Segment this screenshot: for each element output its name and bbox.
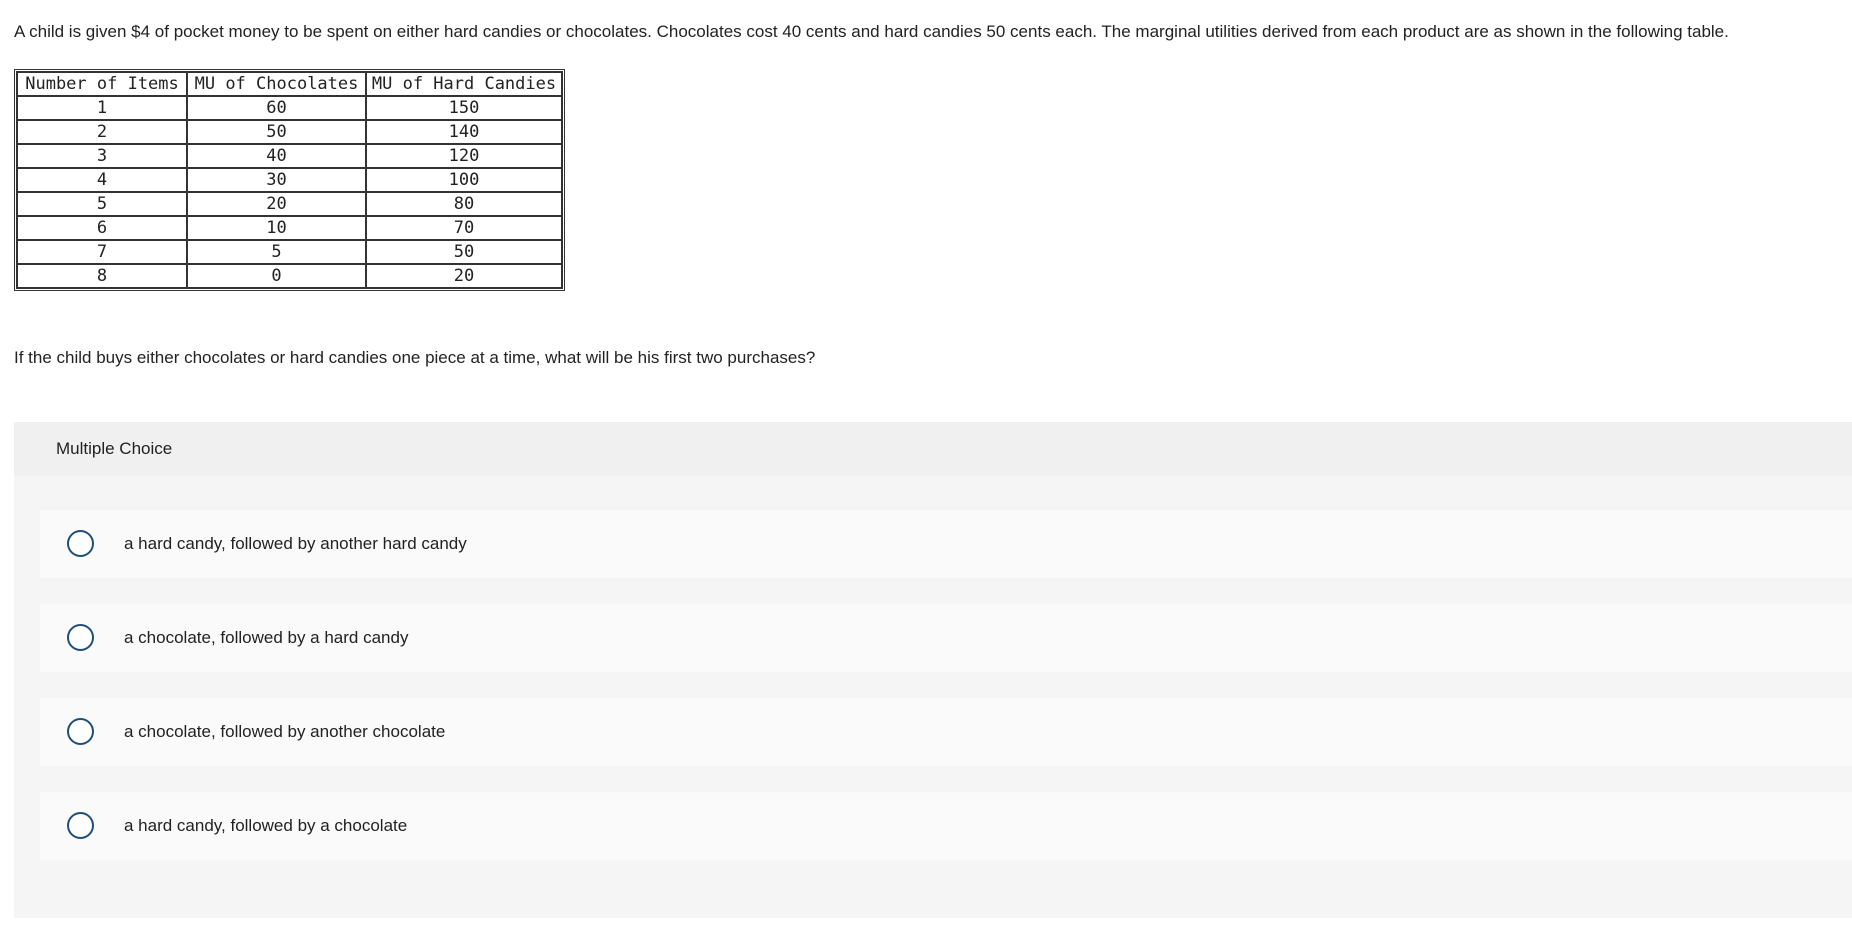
table-header-row: [17, 72, 562, 96]
table-row: [17, 264, 562, 288]
table-row: [17, 216, 562, 240]
cell-mu-hard-candies: 150: [366, 96, 562, 120]
cell-mu-chocolates: 30: [187, 168, 366, 192]
cell-mu-hard-candies: 50: [366, 240, 562, 264]
cell-mu-hard-candies: 120: [366, 144, 562, 168]
radio-button-icon[interactable]: [67, 812, 94, 839]
cell-mu-hard-candies: 20: [366, 264, 562, 288]
table-row: [17, 240, 562, 264]
cell-mu-hard-candies: 80: [366, 192, 562, 216]
multiple-choice-header: Multiple Choice: [14, 422, 1852, 476]
marginal-utility-table: [14, 69, 565, 291]
table-row: [17, 96, 562, 120]
answer-option-1[interactable]: [40, 510, 1852, 578]
cell-number: 3: [17, 144, 187, 168]
answer-option-label[interactable]: a hard candy, followed by a chocolate: [124, 816, 408, 835]
multiple-choice-panel: [14, 422, 1852, 918]
cell-mu-chocolates: 10: [187, 216, 366, 240]
answer-option-label[interactable]: a chocolate, followed by another chocolate: [124, 722, 446, 741]
cell-mu-hard-candies: 140: [366, 120, 562, 144]
header-number-of-items: Number of Items: [17, 72, 187, 96]
header-mu-hard-candies: MU of Hard Candies: [366, 72, 562, 96]
radio-button-icon[interactable]: [67, 530, 94, 557]
table-row: [17, 168, 562, 192]
cell-mu-hard-candies: 70: [366, 216, 562, 240]
cell-mu-chocolates: 40: [187, 144, 366, 168]
cell-number: 4: [17, 168, 187, 192]
table-row: [17, 192, 562, 216]
cell-number: 7: [17, 240, 187, 264]
table-row: [17, 120, 562, 144]
cell-mu-hard-candies: 100: [366, 168, 562, 192]
answer-option-label[interactable]: a chocolate, followed by a hard candy: [124, 628, 409, 647]
cell-mu-chocolates: 60: [187, 96, 366, 120]
question-prompt: If the child buys either chocolates or hard candies one piece at a time, what will be his first two purchases?: [14, 348, 816, 367]
marginal-utility-table-container: [14, 69, 565, 291]
radio-button-icon[interactable]: [67, 624, 94, 651]
question-intro: A child is given $4 of pocket money to be spent on either hard candies or chocolates. Chocolates cost 40 cents and hard candies 50 cents each. The marginal utilities derived from each product are as shown in the following table.: [14, 22, 1729, 41]
cell-number: 2: [17, 120, 187, 144]
answer-option-4[interactable]: [40, 792, 1852, 860]
radio-button-icon[interactable]: [67, 718, 94, 745]
cell-mu-chocolates: 20: [187, 192, 366, 216]
cell-number: 6: [17, 216, 187, 240]
cell-number: 8: [17, 264, 187, 288]
cell-mu-chocolates: 50: [187, 120, 366, 144]
table-row: [17, 144, 562, 168]
cell-mu-chocolates: 5: [187, 240, 366, 264]
answer-option-2[interactable]: [40, 604, 1852, 672]
header-mu-chocolates: MU of Chocolates: [187, 72, 366, 96]
cell-number: 5: [17, 192, 187, 216]
answer-option-label[interactable]: a hard candy, followed by another hard candy: [124, 534, 467, 553]
answer-option-3[interactable]: [40, 698, 1852, 766]
cell-number: 1: [17, 96, 187, 120]
cell-mu-chocolates: 0: [187, 264, 366, 288]
